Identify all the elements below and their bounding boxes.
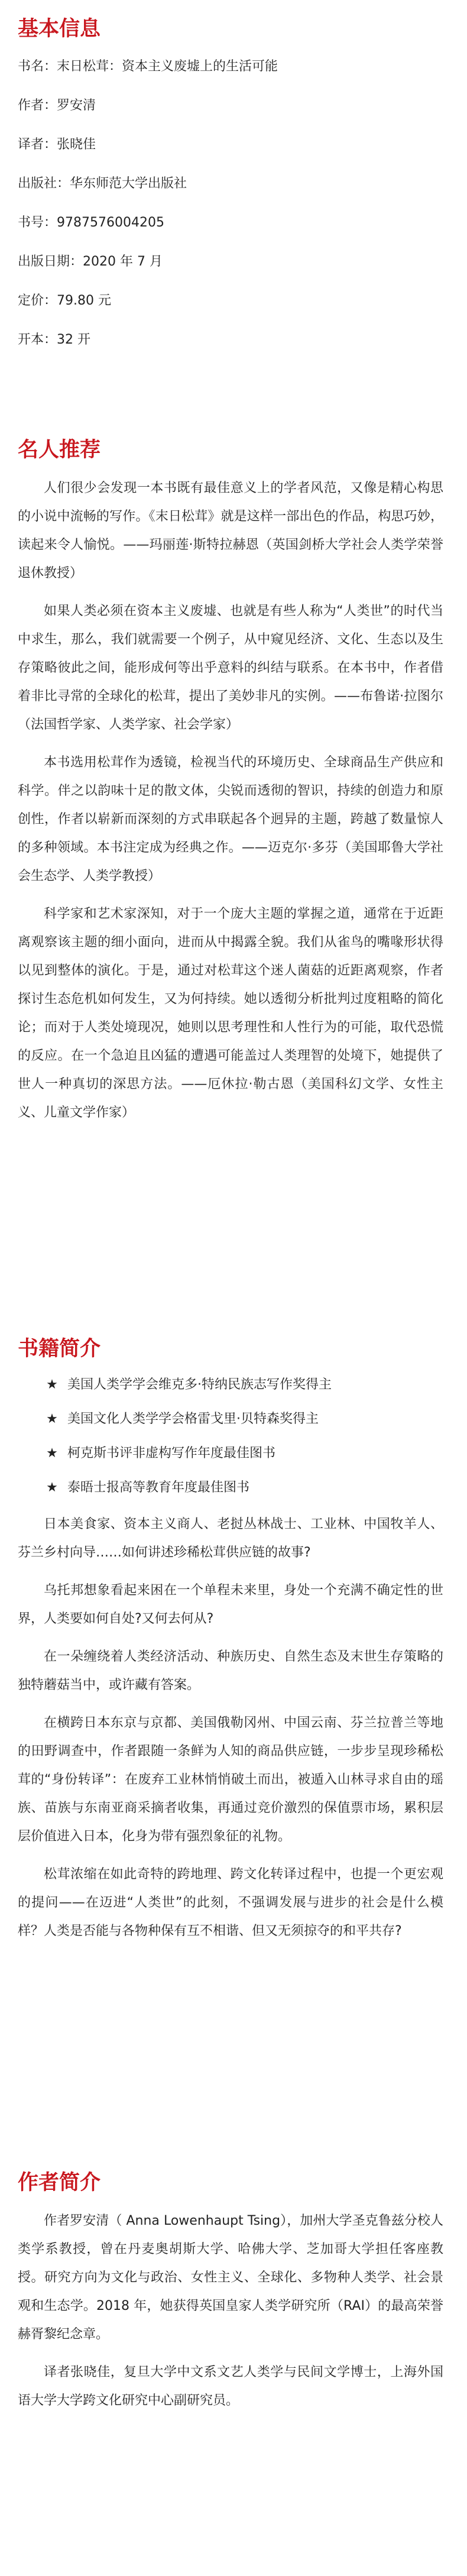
recommendation-paragraph: 如果人类必须在资本主义废墟、也就是有些人称为“人类世”的时代当中求生，那么，我们就需要一个例子，从中窥见经济、文化、生态以及生存策略彼此之间，能形成何等出乎意料的纠结与联系。在本书中，作者借着非比寻常的全球化的松茸，提出了美妙非凡的实例。——布鲁诺·拉图尔（法国哲学家、人类学家、社会学家） bbox=[18, 604, 443, 732]
basic-info-row: 译者：张晓佳 bbox=[18, 137, 96, 152]
award-item bbox=[45, 1476, 443, 1500]
basic-info-row: 书名：末日松茸：资本主义废墟上的生活可能 bbox=[18, 59, 278, 74]
basic-info-title: 基本信息 bbox=[18, 17, 101, 41]
info-value: 79.80 元 bbox=[57, 293, 112, 308]
author-intro-section bbox=[18, 2169, 443, 2415]
basic-info-row: 定价：79.80 元 bbox=[18, 293, 112, 308]
info-value: 9787576004205 bbox=[57, 215, 164, 230]
basic-info-section bbox=[18, 15, 443, 360]
book-intro-paragraph: 日本美食家、资本主义商人、老挝丛林战士、工业林、中国牧羊人、芬兰乡村向导……如何讲述珍稀松茸供应链的故事? bbox=[18, 1517, 443, 1560]
author-intro-paragraph: 作者罗安清（ Anna Lowenhaupt Tsing），加州大学圣克鲁兹分校人类学系教授，曾在丹麦奥胡斯大学、哈佛大学、芝加哥大学担任客座教授。研究方向为文化与政治、女性主义、全球化、多物种人类学、社会景观和生态学。2018 年，她获得英国皇家人类学研究所（RAI）的最高荣誉赫胥黎纪念章。 bbox=[18, 2213, 443, 2342]
award-text: 美国文化人类学学会格雷戈里·贝特森奖得主 bbox=[67, 1412, 319, 1426]
basic-info-row: 开本：32 开 bbox=[18, 332, 91, 347]
recommendation-paragraph: 科学家和艺术家深知，对于一个庞大主题的掌握之道，通常在于近距离观察该主题的细小面向，进而从中揭露全貌。我们从雀鸟的嘴喙形状得以见到整体的演化。于是，通过对松茸这个迷人菌菇的近距离观察，作者探讨生态危机如何发生，又为何持续。她以透彻分析批判过度粗略的简化论；而对于人类处境现况，她则以思考理性和人性行为的可能，取代恐慌的反应。在一个急迫且凶猛的遭遇可能盖过人类理智的处境下，她提供了世人一种真切的深思方法。——厄休拉·勒古恩（美国科幻文学、女性主义、儿童文学作家） bbox=[18, 907, 443, 1120]
book-intro-title: 书籍简介 bbox=[18, 1337, 101, 1361]
info-label: 书名 bbox=[18, 59, 44, 74]
recommendations-title: 名人推荐 bbox=[18, 438, 101, 462]
book-intro-paragraph: 乌托邦想象看起来困在一个单程未来里，身处一个充满不确定性的世界，人类要如何自处?又何去何从? bbox=[18, 1583, 443, 1626]
basic-info-row: 作者：罗安清 bbox=[18, 98, 96, 113]
award-item bbox=[45, 1373, 443, 1397]
star-icon: ★ bbox=[46, 1446, 58, 1461]
basic-info-row: 书号：9787576004205 bbox=[18, 215, 164, 230]
recommendation-paragraph: 人们很少会发现一本书既有最佳意义上的学者风范，又像是精心构思的小说中流畅的写作。《末日松茸》就是这样一部出色的作品，构思巧妙，读起来令人愉悦。——玛丽莲·斯特拉赫恩（英国剑桥大学社会人类学荣誉退休教授） bbox=[18, 481, 443, 581]
award-text: 泰晤士报高等教育年度最佳图书 bbox=[67, 1480, 250, 1495]
info-value: 罗安清 bbox=[57, 98, 96, 113]
book-intro-body bbox=[18, 1510, 443, 1946]
info-label: 作者 bbox=[18, 98, 44, 113]
award-list bbox=[18, 1373, 443, 1500]
info-value: 华东师范大学出版社 bbox=[70, 176, 187, 191]
basic-info-row: 出版社：华东师范大学出版社 bbox=[18, 176, 187, 191]
author-intro-paragraph: 译者张晓佳，复旦大学中文系文艺人类学与民间文学博士，上海外国语大学大学跨文化研究中心副研究员。 bbox=[18, 2365, 443, 2408]
info-label: 译者 bbox=[18, 137, 44, 152]
info-value: 张晓佳 bbox=[57, 137, 96, 152]
info-label: 出版社 bbox=[18, 176, 57, 191]
award-item bbox=[45, 1407, 443, 1431]
book-intro-section bbox=[18, 1335, 443, 1946]
book-intro-paragraph: 松茸浓缩在如此奇特的跨地理、跨文化转译过程中，也提一个更宏观的提问——在迈进“人类世”的此刻，不强调发展与进步的社会是什么模样？人类是否能与各物种保有互不相谐、但又无须掠夺的和平共存? bbox=[18, 1867, 443, 1939]
award-text: 美国人类学学会维克多·特纳民族志写作奖得主 bbox=[67, 1377, 332, 1392]
star-icon: ★ bbox=[46, 1480, 58, 1495]
award-item bbox=[45, 1442, 443, 1465]
recommendation-paragraph: 本书选用松茸作为透镜，检视当代的环境历史、全球商品生产供应和科学。伴之以韵味十足的散文体，尖锐而透彻的智识，持续的创造力和原创性，作者以崭新而深刻的方式串联起各个迥异的主题，跨越了数量惊人的多种领域。本书注定成为经典之作。——迈克尔·多芬（美国耶鲁大学社会生态学、人类学教授） bbox=[18, 755, 443, 884]
info-value: 2020 年 7 月 bbox=[83, 254, 163, 269]
author-intro-body bbox=[18, 2207, 443, 2415]
info-label: 定价 bbox=[18, 293, 44, 308]
info-value: 32 开 bbox=[57, 332, 91, 347]
recommendations-body bbox=[18, 474, 443, 1127]
star-icon: ★ bbox=[46, 1412, 58, 1426]
star-icon: ★ bbox=[46, 1377, 58, 1392]
info-label: 开本 bbox=[18, 332, 44, 347]
basic-info-list bbox=[18, 47, 443, 360]
basic-info-row: 出版日期：2020 年 7 月 bbox=[18, 254, 163, 269]
book-intro-paragraph: 在一朵缠绕着人类经济活动、种族历史、自然生态及末世生存策略的独特蘑菇当中，或许藏有答案。 bbox=[18, 1649, 443, 1692]
author-intro-title: 作者简介 bbox=[18, 2171, 101, 2195]
book-intro-paragraph: 在横跨日本东京与京都、美国俄勒冈州、中国云南、芬兰拉普兰等地的田野调查中，作者跟随一条鲜为人知的商品供应链，一步步呈现珍稀松茸的“身份转译”：在废弃工业林悄悄破土而出，被遁入山林寻求自由的瑶族、苗族与东南亚商采摘者收集，再通过竞价激烈的保值票市场，累积层层价值进入日本，化身为带有强烈象征的礼物。 bbox=[18, 1716, 443, 1844]
info-label: 出版日期 bbox=[18, 254, 70, 269]
info-label: 书号 bbox=[18, 215, 44, 230]
award-text: 柯克斯书评非虚构写作年度最佳图书 bbox=[67, 1446, 276, 1461]
info-value: 末日松茸：资本主义废墟上的生活可能 bbox=[57, 59, 278, 74]
recommendations-section bbox=[18, 436, 443, 1127]
